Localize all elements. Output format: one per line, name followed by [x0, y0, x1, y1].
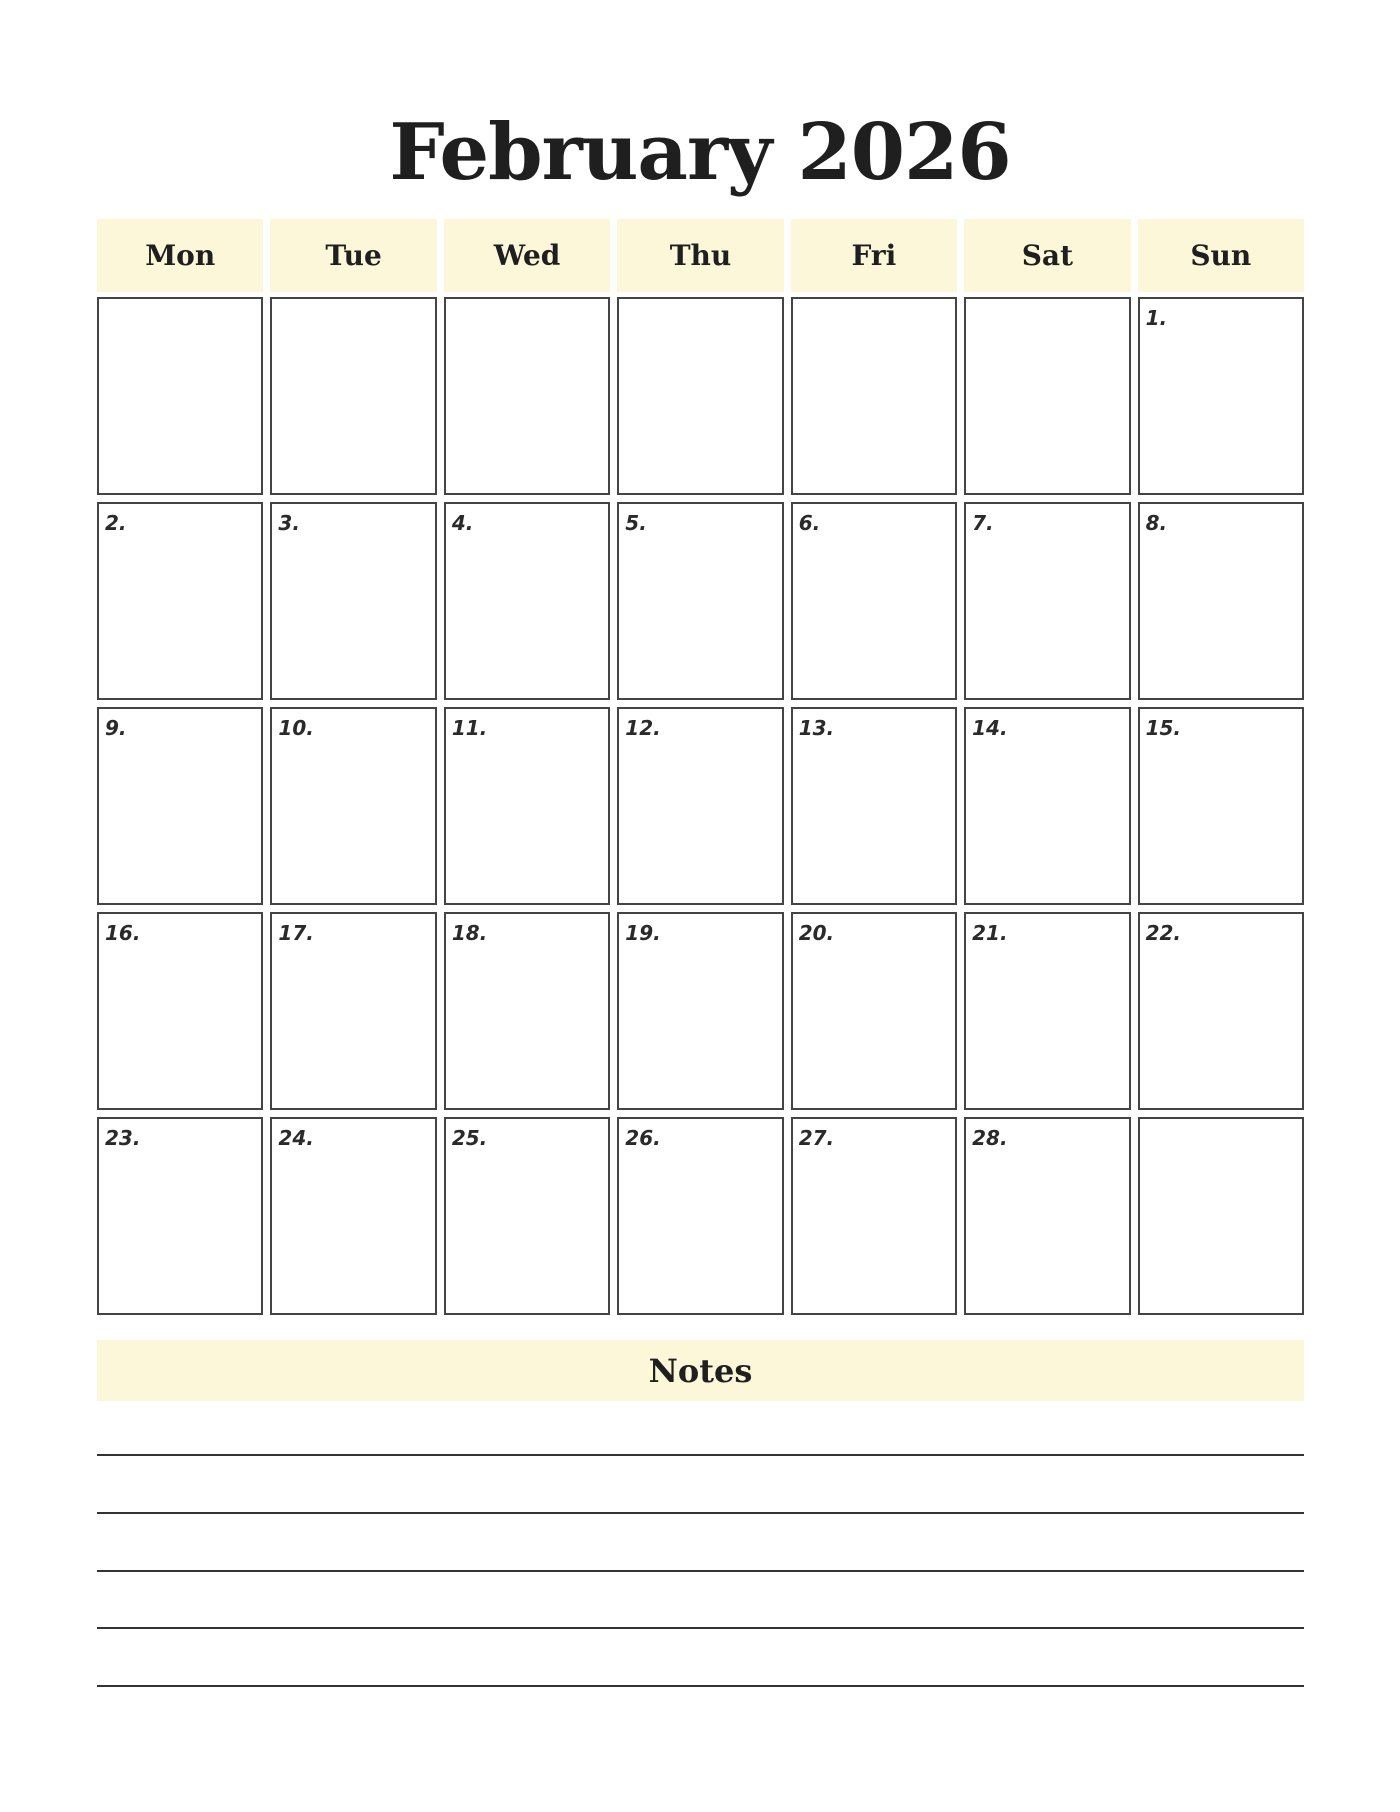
day-number: 27. [798, 1126, 835, 1150]
weekday-header-row [97, 219, 1304, 292]
day-number: 22. [1145, 921, 1181, 945]
calendar-grid [97, 297, 1304, 1315]
day-number: 6. [798, 511, 821, 535]
weekday-header-sat: Sat [964, 219, 1130, 292]
empty-day-cell[interactable] [97, 297, 263, 495]
empty-day-cell[interactable] [444, 297, 610, 495]
day-number: 2. [105, 511, 127, 535]
empty-day-cell[interactable] [617, 297, 783, 495]
day-cell[interactable] [617, 1117, 783, 1315]
day-number: 9. [105, 716, 127, 740]
day-number: 23. [105, 1126, 141, 1150]
day-number: 3. [278, 511, 300, 535]
notes-line[interactable] [97, 1685, 1304, 1687]
day-cell[interactable] [617, 502, 783, 700]
day-cell[interactable] [97, 502, 263, 700]
day-number: 4. [451, 511, 474, 535]
day-number: 8. [1145, 511, 1168, 535]
day-cell[interactable] [270, 1117, 436, 1315]
day-number: 10. [278, 716, 314, 740]
day-cell[interactable] [270, 707, 436, 905]
empty-day-cell[interactable] [791, 297, 957, 495]
day-number: 1. [1145, 306, 1168, 330]
day-cell[interactable] [964, 707, 1130, 905]
day-number: 25. [451, 1126, 488, 1150]
day-number: 28. [972, 1126, 1008, 1150]
empty-day-cell[interactable] [1138, 1117, 1304, 1315]
day-number: 18. [451, 921, 488, 945]
day-cell[interactable] [791, 1117, 957, 1315]
day-cell[interactable] [1138, 297, 1304, 495]
day-cell[interactable] [97, 707, 263, 905]
notes-line[interactable] [97, 1570, 1304, 1572]
day-cell[interactable] [1138, 707, 1304, 905]
day-number: 19. [625, 921, 661, 945]
weekday-header-sun: Sun [1138, 219, 1304, 292]
day-cell[interactable] [444, 1117, 610, 1315]
day-cell[interactable] [791, 707, 957, 905]
notes-line[interactable] [97, 1512, 1304, 1514]
calendar-title: February 2026 [389, 107, 1011, 198]
weekday-header-mon: Mon [97, 219, 263, 292]
day-cell[interactable] [97, 912, 263, 1110]
weekday-header-thu: Thu [617, 219, 783, 292]
day-number: 12. [625, 716, 661, 740]
day-cell[interactable] [1138, 912, 1304, 1110]
day-number: 15. [1145, 716, 1181, 740]
weekday-header-wed: Wed [444, 219, 610, 292]
day-number: 7. [972, 511, 994, 535]
day-cell[interactable] [97, 1117, 263, 1315]
day-cell[interactable] [791, 912, 957, 1110]
day-cell[interactable] [964, 912, 1130, 1110]
notes-heading: Notes [97, 1340, 1304, 1401]
weekday-header-fri: Fri [791, 219, 957, 292]
day-cell[interactable] [444, 912, 610, 1110]
day-number: 21. [972, 921, 1008, 945]
day-number: 26. [625, 1126, 661, 1150]
day-cell[interactable] [964, 502, 1130, 700]
day-number: 13. [798, 716, 835, 740]
day-cell[interactable] [1138, 502, 1304, 700]
empty-day-cell[interactable] [964, 297, 1130, 495]
day-cell[interactable] [270, 912, 436, 1110]
day-cell[interactable] [617, 912, 783, 1110]
notes-line[interactable] [97, 1454, 1304, 1456]
day-number: 20. [798, 921, 835, 945]
day-number: 17. [278, 921, 314, 945]
day-cell[interactable] [444, 502, 610, 700]
day-number: 24. [278, 1126, 314, 1150]
day-number: 14. [972, 716, 1008, 740]
day-cell[interactable] [964, 1117, 1130, 1315]
empty-day-cell[interactable] [270, 297, 436, 495]
day-cell[interactable] [791, 502, 957, 700]
day-number: 11. [451, 716, 488, 740]
day-cell[interactable] [617, 707, 783, 905]
day-cell[interactable] [270, 502, 436, 700]
day-cell[interactable] [444, 707, 610, 905]
weekday-header-tue: Tue [270, 219, 436, 292]
day-number: 16. [105, 921, 141, 945]
notes-line[interactable] [97, 1627, 1304, 1629]
day-number: 5. [625, 511, 647, 535]
